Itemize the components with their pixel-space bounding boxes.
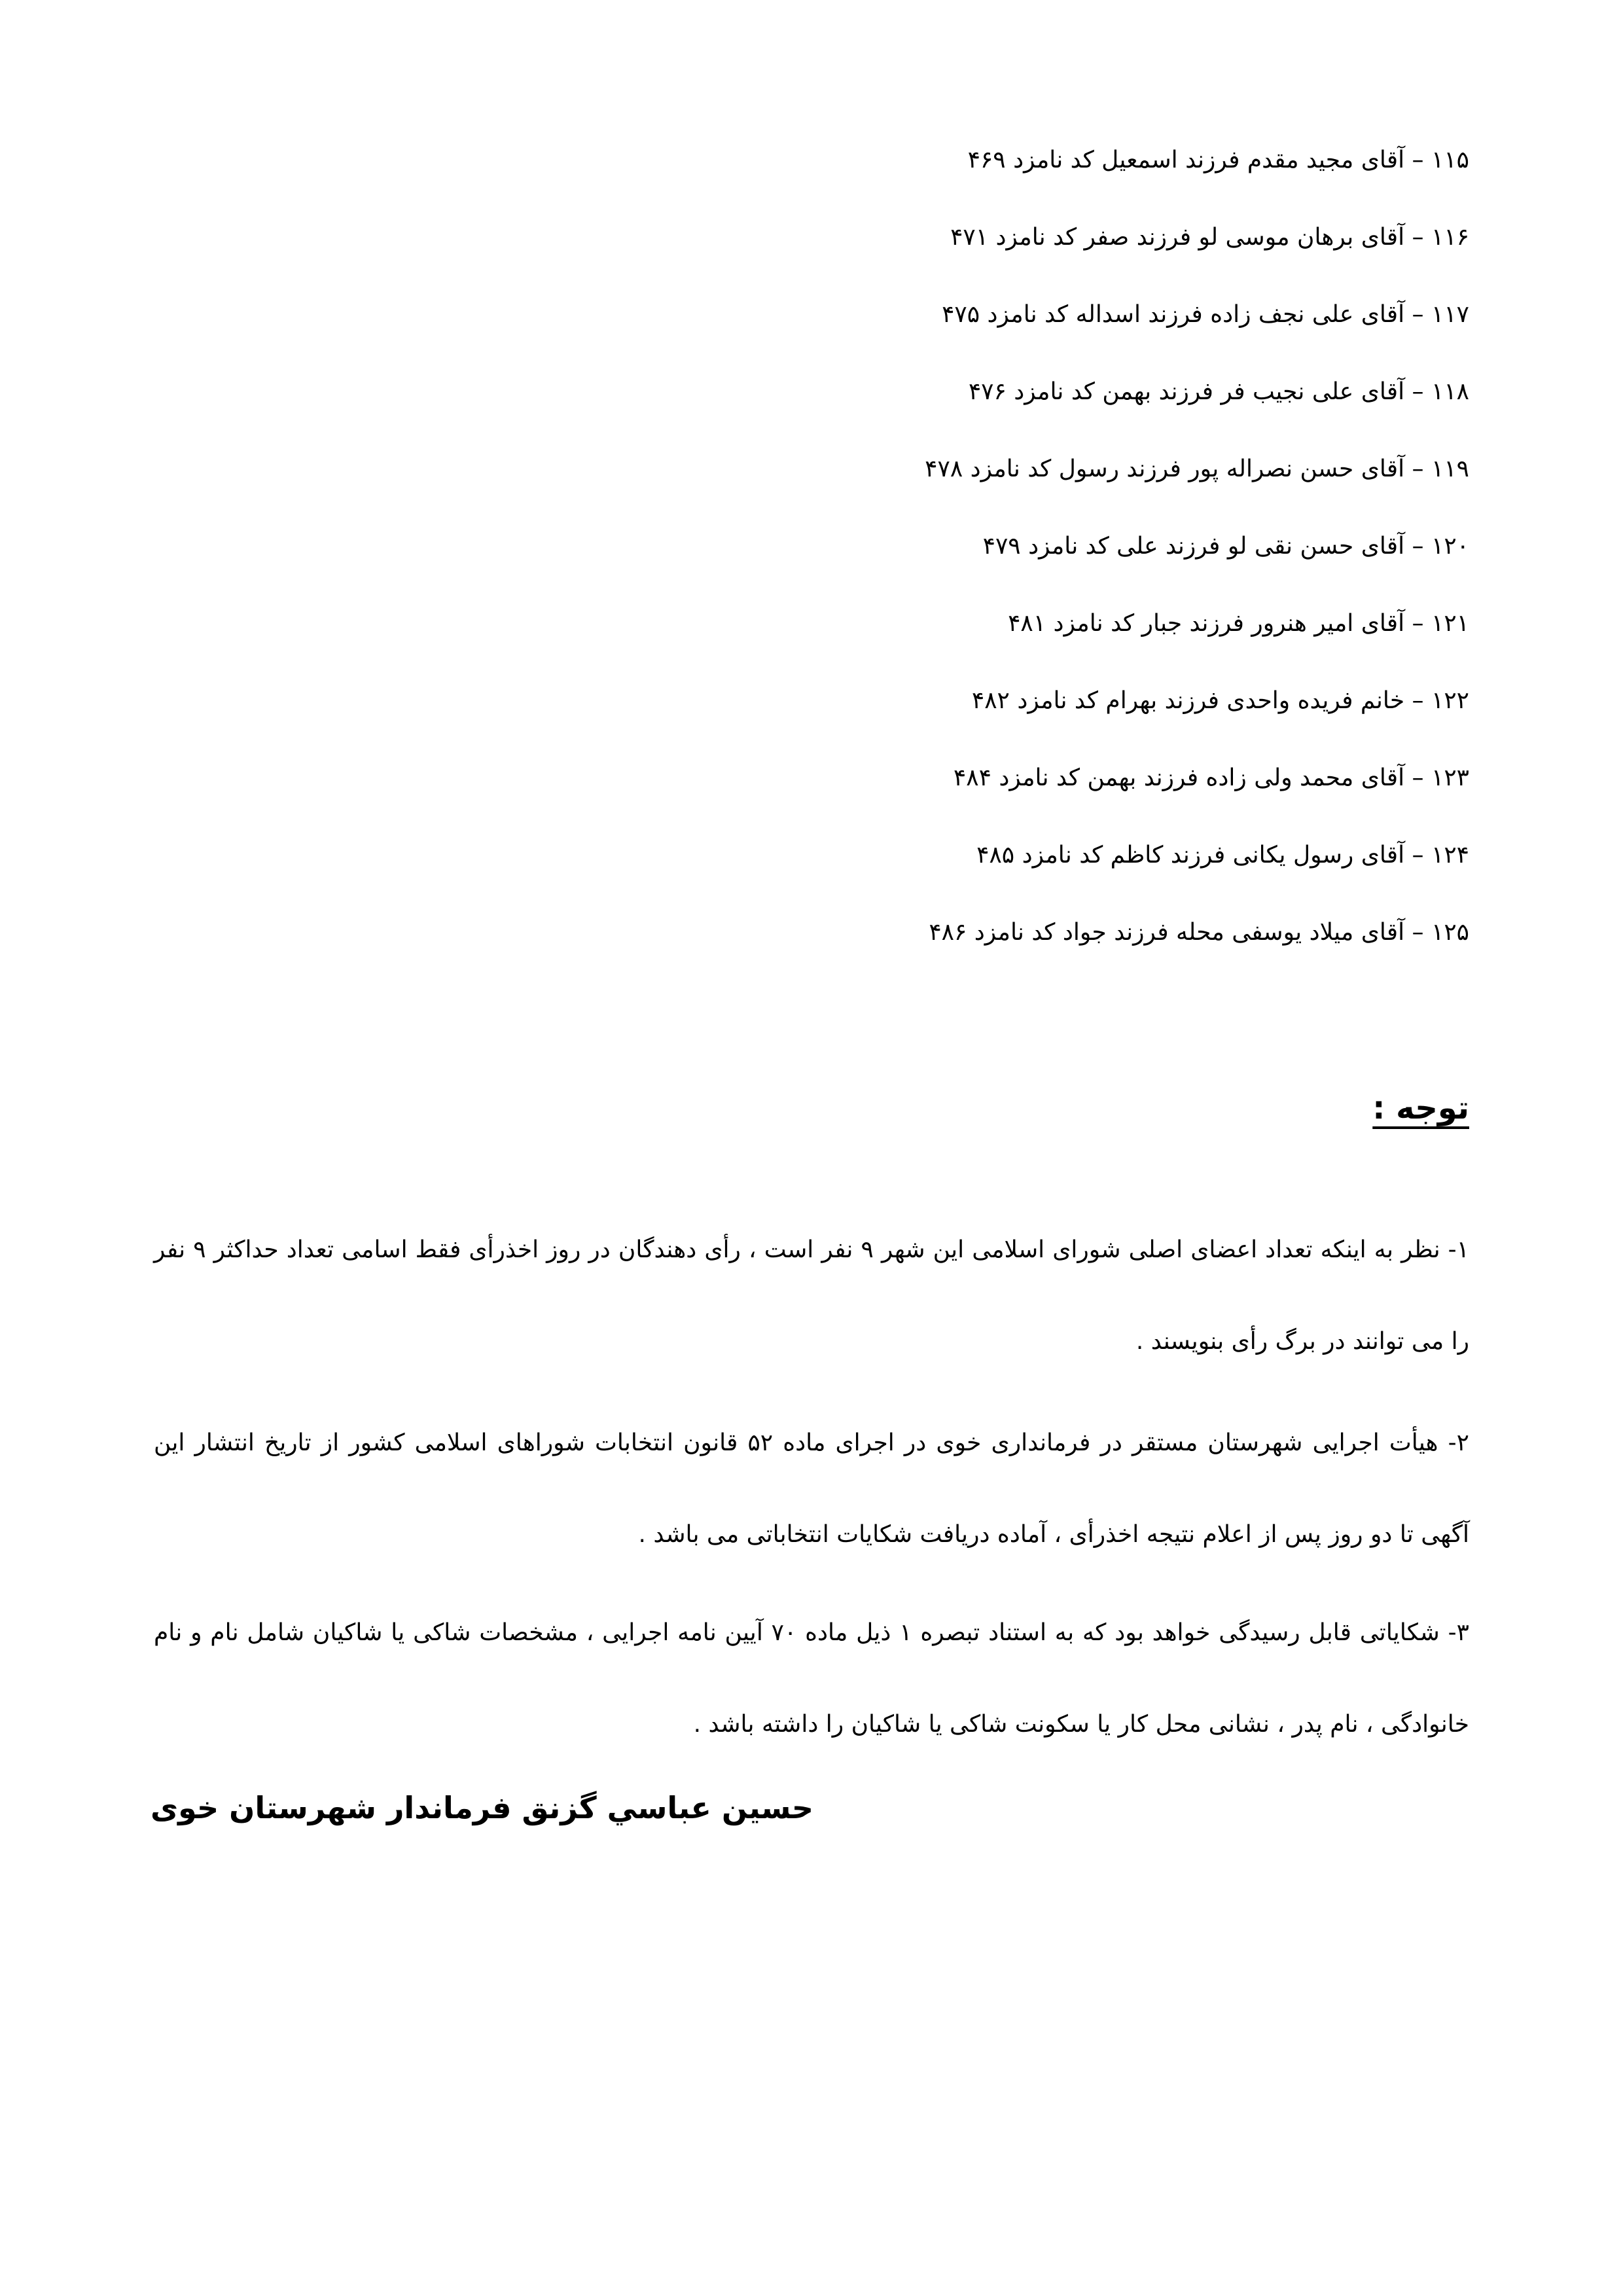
- notice-item-2: ۲- هیأت اجرایی شهرستان مستقر در فرمانداری خوی در اجرای ماده ۵۲ قانون انتخابات شوراهای اسلامی کشور از تاریخ انتشار این آگهی تا دو روز پس از اعلام نتیجه اخذرأی ، آماده دریافت شکایات انتخاباتی می باشد .: [154, 1429, 1469, 1548]
- candidate-list: [488, 134, 1469, 984]
- candidate-entry: ۱۱۶ – آقای برهان موسی لو فرزند صفر کد نامزد ۴۷۱: [950, 224, 1469, 251]
- candidate-entry: ۱۲۳ – آقای محمد ولی زاده فرزند بهمن کد نامزد ۴۸۴: [953, 764, 1469, 791]
- candidate-entry: ۱۲۲ – خانم فریده واحدی فرزند بهرام کد نامزد ۴۸۲: [971, 687, 1469, 714]
- candidate-entry: ۱۲۵ – آقای میلاد یوسفی محله فرزند جواد کد نامزد ۴۸۶: [929, 919, 1469, 946]
- candidate-entry: ۱۱۵ – آقای مجید مقدم فرزند اسمعیل کد نامزد ۴۶۹: [967, 147, 1469, 173]
- candidate-entry: ۱۲۰ – آقای حسن نقی لو فرزند علی کد نامزد ۴۷۹: [982, 533, 1469, 560]
- candidate-entry: ۱۲۱ – آقای امیر هنرور فرزند جبار کد نامزد ۴۸۱: [1008, 610, 1469, 637]
- governor-signature: حسين عباسي گزنق فرماندار شهرستان خوی: [151, 1790, 814, 1825]
- candidate-entry: ۱۱۸ – آقای علی نجیب فر فرزند بهمن کد نامزد ۴۷۶: [968, 378, 1469, 405]
- notice-heading: توجه :: [1372, 1090, 1469, 1126]
- candidate-entry: ۱۱۹ – آقای حسن نصراله پور فرزند رسول کد نامزد ۴۷۸: [925, 456, 1469, 482]
- notice-item-1: ۱- نظر به اینکه تعداد اعضای اصلی شورای اسلامی این شهر ۹ نفر است ، رأی دهندگان در روز اخذرأی فقط اسامی تعداد حداکثر ۹ نفر را می توانند در برگ رأی بنویسند .: [154, 1236, 1470, 1355]
- notice-item-3: ۳- شکایاتی قابل رسیدگی خواهد بود که به استناد تبصره ۱ ذیل ماده ۷۰ آیین نامه اجرایی ، مشخصات شاکی یا شاکیان شامل نام و نام خانوادگی ، نام پدر ، نشانی محل کار یا سکونت شاکی یا شاکیان را داشته باشد .: [154, 1619, 1469, 1738]
- candidate-entry: ۱۲۴ – آقای رسول یکانی فرزند کاظم کد نامزد ۴۸۵: [976, 842, 1469, 869]
- candidate-entry: ۱۱۷ – آقای علی نجف زاده فرزند اسداله کد نامزد ۴۷۵: [942, 301, 1469, 328]
